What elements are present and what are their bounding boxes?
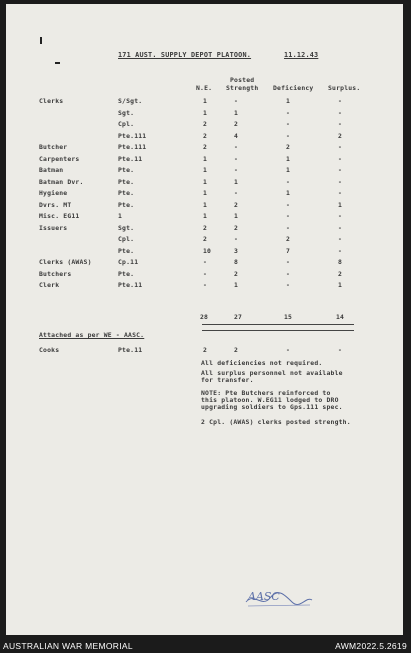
note-line-1: All deficiencies not required.	[201, 359, 323, 367]
row-surplus: 2	[338, 131, 343, 140]
row-deficiency: 7	[286, 246, 291, 255]
row-deficiency: 2	[286, 235, 291, 243]
footer-right: AWM2022.5.2619	[335, 641, 407, 651]
row-rank: Pte.	[118, 269, 135, 278]
row-posted: -	[234, 97, 239, 105]
row-rank: Pte.	[118, 200, 135, 209]
header-posted-2: Strength	[226, 84, 259, 92]
row-rank: Sgt.	[118, 108, 135, 117]
row-surplus: -	[338, 154, 343, 163]
row-rank: Pte.	[118, 189, 135, 197]
row-posted: 2	[234, 269, 239, 278]
row-deficiency: -	[286, 212, 291, 220]
row-ne: -	[203, 258, 208, 266]
row-deficiency: -	[286, 269, 291, 278]
totals-rule-top	[202, 330, 354, 331]
row-posted: 8	[234, 258, 239, 266]
row-surplus: 8	[338, 258, 343, 266]
attached-heading: Attached as per WE - AASC.	[39, 331, 145, 339]
attached-ne: 2	[203, 346, 208, 354]
row-surplus: -	[338, 212, 343, 220]
row-ne: 1	[203, 166, 208, 174]
row-ne: 1	[203, 200, 208, 209]
row-deficiency: 2	[286, 143, 291, 151]
stamp-text: AASC	[248, 590, 280, 603]
document-page	[6, 4, 403, 635]
row-rank: Cpl.	[118, 235, 135, 243]
row-ne: 1	[203, 97, 208, 105]
header-deficiency: Deficiency	[273, 84, 314, 92]
row-posted: -	[234, 143, 239, 151]
row-rank: Sgt.	[118, 223, 135, 232]
row-ne: -	[203, 281, 208, 289]
row-deficiency: -	[286, 120, 291, 128]
row-trade: Misc. EG11	[39, 212, 80, 220]
totals-rule-bottom	[202, 324, 354, 325]
row-surplus: -	[338, 223, 343, 232]
row-rank: Cpl.	[118, 120, 135, 128]
total-deficiency: 15	[284, 313, 293, 321]
row-rank: S/Sgt.	[118, 97, 143, 105]
row-ne: 2	[203, 131, 208, 140]
row-rank: Pte.111	[118, 131, 147, 140]
row-posted: 1	[234, 281, 239, 289]
row-trade: Dvrs. MT	[39, 200, 72, 209]
row-posted: 1	[234, 108, 239, 117]
row-posted: -	[234, 154, 239, 163]
row-ne: 1	[203, 212, 208, 220]
row-trade: Batman Dvr.	[39, 177, 84, 186]
row-posted: 2	[234, 223, 239, 232]
header-posted-1: Posted	[230, 76, 255, 84]
row-deficiency: -	[286, 131, 291, 140]
staple-mark-2	[55, 62, 60, 64]
row-ne: 2	[203, 235, 208, 243]
signature-stamp	[248, 590, 280, 603]
row-trade: Carpenters	[39, 154, 80, 163]
row-posted: 3	[234, 246, 239, 255]
row-surplus: -	[338, 177, 343, 186]
note-line-5: this platoon. W.EG11 lodged to DRO	[201, 396, 339, 404]
row-surplus: 2	[338, 269, 343, 278]
row-ne: 1	[203, 189, 208, 197]
row-ne: -	[203, 269, 208, 278]
row-posted: -	[234, 166, 239, 174]
note-line-3: for transfer.	[201, 376, 254, 384]
row-ne: 10	[203, 246, 212, 255]
row-ne: 2	[203, 223, 208, 232]
row-ne: 2	[203, 120, 208, 128]
row-ne: 2	[203, 143, 208, 151]
total-ne: 28	[200, 313, 209, 321]
row-surplus: -	[338, 108, 343, 117]
row-ne: 1	[203, 154, 208, 163]
row-trade: Clerks	[39, 97, 64, 105]
row-rank: Pte.111	[118, 143, 147, 151]
row-rank: Pte.	[118, 177, 135, 186]
row-deficiency: -	[286, 258, 291, 266]
note-line-4: NOTE: Pte Butchers reinforced to	[201, 389, 331, 397]
row-surplus: 1	[338, 281, 343, 289]
row-rank: Pte.11	[118, 281, 143, 289]
row-trade: Batman	[39, 166, 64, 174]
note-line-7: 2 Cpl. (AWAS) clerks posted strength.	[201, 418, 351, 426]
row-surplus: -	[338, 120, 343, 128]
row-ne: 1	[203, 177, 208, 186]
row-posted: 2	[234, 120, 239, 128]
attached-surplus: -	[338, 346, 343, 354]
row-trade: Hygiene	[39, 189, 68, 197]
row-rank: Cp.11	[118, 258, 139, 266]
row-deficiency: -	[286, 223, 291, 232]
row-posted: 1	[234, 212, 239, 220]
footer-left: AUSTRALIAN WAR MEMORIAL	[3, 641, 133, 651]
row-surplus: -	[338, 189, 343, 197]
row-trade: Issuers	[39, 223, 68, 232]
signature-scribble	[244, 592, 314, 608]
row-trade: Clerk	[39, 281, 60, 289]
row-deficiency: 1	[286, 97, 291, 105]
row-rank: Pte.	[118, 166, 135, 174]
row-ne: 1	[203, 108, 208, 117]
attached-rank: Pte.11	[118, 346, 143, 354]
row-rank: Pte.11	[118, 154, 143, 163]
header-ne: N.E.	[196, 84, 213, 92]
total-posted: 27	[234, 313, 243, 321]
row-surplus: -	[338, 97, 343, 105]
row-deficiency: 1	[286, 166, 291, 174]
total-surplus: 14	[336, 313, 345, 321]
row-deficiency: -	[286, 200, 291, 209]
row-deficiency: 1	[286, 189, 291, 197]
row-posted: 2	[234, 200, 239, 209]
row-deficiency: -	[286, 177, 291, 186]
row-posted: -	[234, 189, 239, 197]
document-title: 171 AUST. SUPPLY DEPOT PLATOON.	[118, 51, 252, 59]
row-rank: 1	[118, 212, 123, 220]
row-surplus: -	[338, 143, 343, 151]
row-surplus: -	[338, 246, 343, 255]
row-rank: Pte.	[118, 246, 135, 255]
row-trade: Butcher	[39, 143, 68, 151]
attached-deficiency: -	[286, 346, 291, 354]
row-trade: Butchers	[39, 269, 72, 278]
row-surplus: 1	[338, 200, 343, 209]
attached-trade: Cooks	[39, 346, 60, 354]
row-deficiency: -	[286, 281, 291, 289]
row-trade: Clerks (AWAS)	[39, 258, 92, 266]
document-date: 11.12.43	[284, 51, 319, 59]
header-surplus: Surplus.	[328, 84, 361, 92]
row-posted: 4	[234, 131, 239, 140]
note-line-6: upgrading soldiers to Gps.111 spec.	[201, 403, 343, 411]
row-surplus: -	[338, 235, 343, 243]
attached-posted: 2	[234, 346, 239, 354]
row-posted: 1	[234, 177, 239, 186]
row-deficiency: -	[286, 108, 291, 117]
row-deficiency: 1	[286, 154, 291, 163]
staple-mark	[40, 37, 42, 44]
row-surplus: -	[338, 166, 343, 174]
row-posted: -	[234, 235, 239, 243]
note-line-2: All surplus personnel not available	[201, 369, 343, 377]
